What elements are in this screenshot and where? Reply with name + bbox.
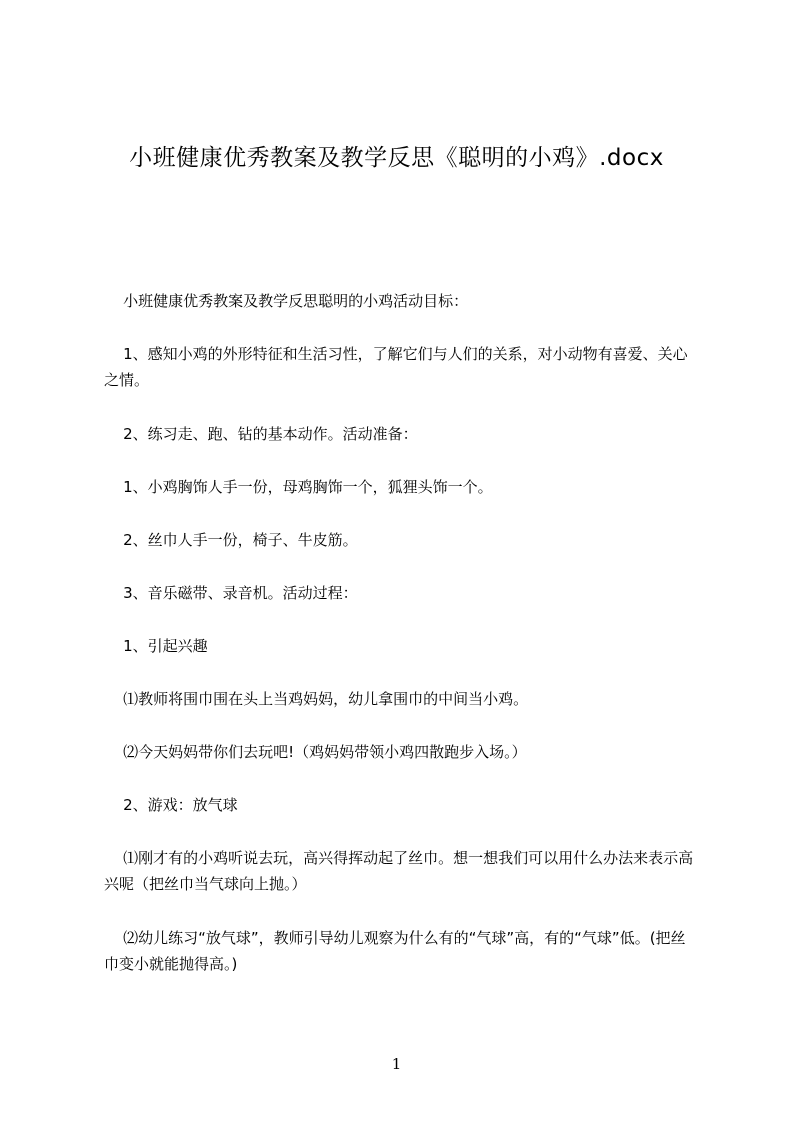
paragraph-process-2-a: ⑴刚才有的小鸡听说去玩，高兴得挥动起了丝巾。想一想我们可以用什么办法来表示高兴呢（把丝巾当气球向上抛。） — [104, 849, 694, 893]
paragraph-process-1-b: ⑵今天妈妈带你们去玩吧!（鸡妈妈带领小鸡四散跑步入场。） — [104, 743, 527, 761]
paragraph-objectives-heading: 小班健康优秀教案及教学反思聪明的小鸡活动目标： — [104, 292, 469, 310]
paragraph-process-1: 1、引起兴趣 — [104, 637, 208, 655]
paragraph-process-2-b: ⑵幼儿练习“放气球”，教师引导幼儿观察为什么有的“气球”高，有的“气球”低。(把丝巾变小就能抛得高。) — [104, 929, 686, 973]
document-title: 小班健康优秀教案及教学反思《聪明的小鸡》.docx — [129, 145, 664, 171]
paragraph-preparation-2: 2、丝巾人手一份，椅子、牛皮筋。 — [104, 531, 358, 549]
page-number: 1 — [391, 1055, 402, 1073]
paragraph-process-2: 2、游戏：放气球 — [104, 796, 238, 814]
paragraph-preparation-1: 1、小鸡胸饰人手一份，母鸡胸饰一个，狐狸头饰一个。 — [104, 478, 493, 496]
paragraph-objective-1: 1、感知小鸡的外形特征和生活习性，了解它们与人们的关系，对小动物有喜爱、关心之情。 — [104, 345, 688, 389]
paragraph-preparation-3: 3、音乐磁带、录音机。活动过程： — [104, 584, 358, 602]
paragraph-process-1-a: ⑴教师将围巾围在头上当鸡妈妈，幼儿拿围巾的中间当小鸡。 — [104, 690, 529, 708]
paragraph-objective-2: 2、练习走、跑、钻的基本动作。活动准备： — [104, 425, 418, 443]
